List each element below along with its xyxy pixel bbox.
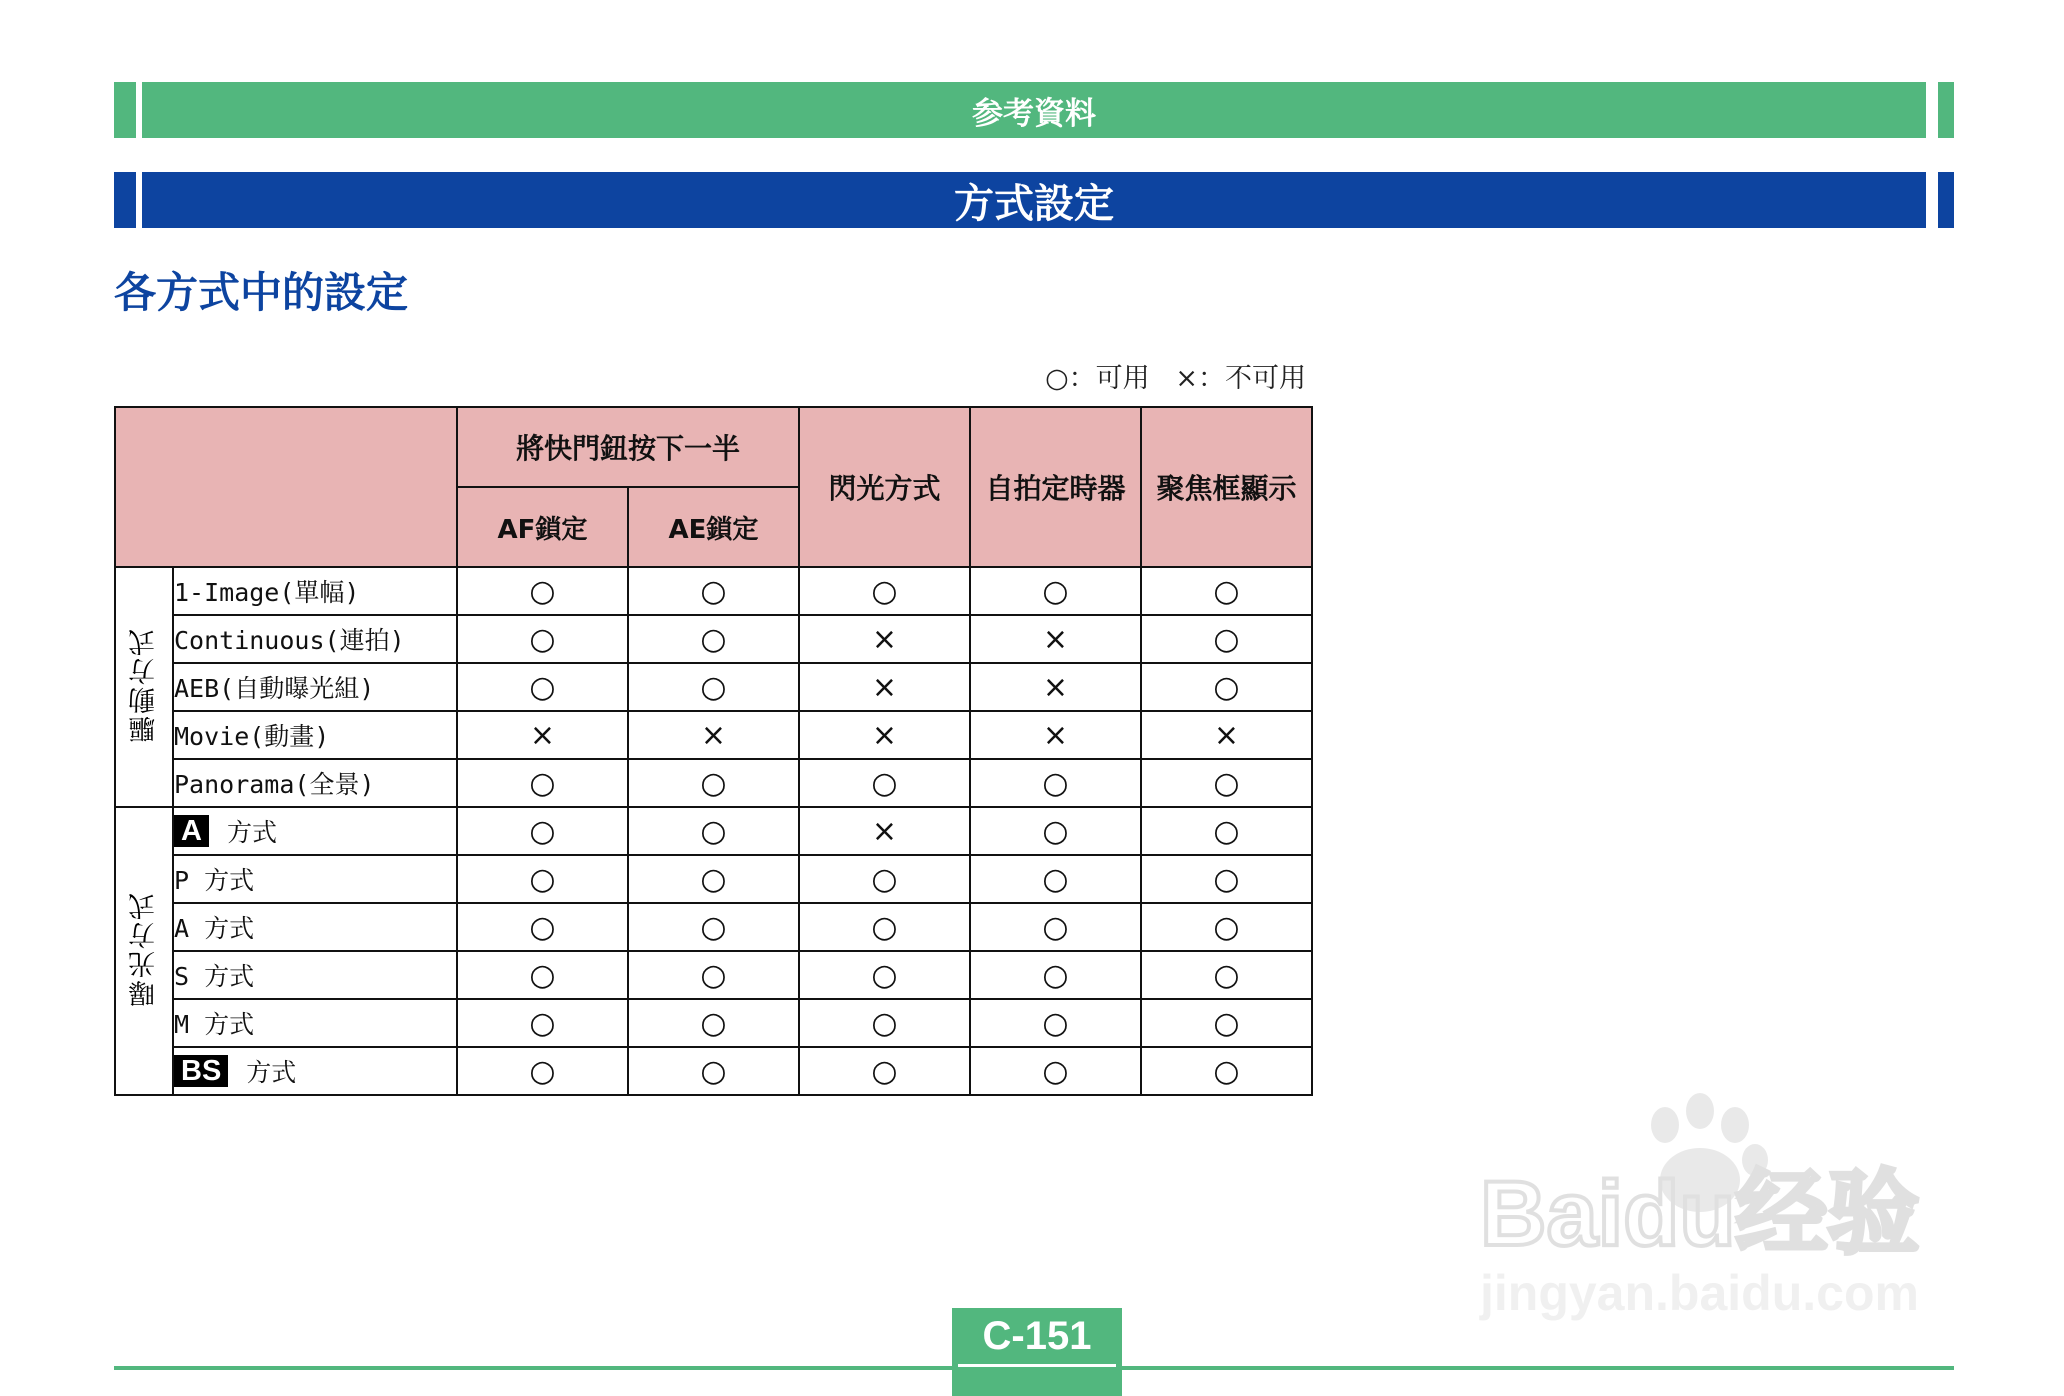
table-row <box>115 999 1312 1047</box>
page-number-box <box>952 1308 1122 1396</box>
cell-flash: × <box>799 711 970 759</box>
row-label-text: AEB(自動曝光組) <box>174 674 375 703</box>
cell-af-lock: ○ <box>457 807 628 855</box>
cell-focus-frame: ○ <box>1141 999 1312 1047</box>
cell-self-timer: ○ <box>970 807 1141 855</box>
cell-af-lock: ○ <box>457 951 628 999</box>
row-label <box>173 759 457 807</box>
cell-ae-lock: ○ <box>628 615 799 663</box>
row-label-text: 方式 <box>246 1058 297 1087</box>
header-focus-frame: 聚焦框顯示 <box>1141 407 1312 567</box>
header-af-lock: AF鎖定 <box>457 487 628 567</box>
cell-flash: ○ <box>799 759 970 807</box>
cell-ae-lock: ○ <box>628 807 799 855</box>
cell-flash: × <box>799 663 970 711</box>
row-label <box>173 615 457 663</box>
row-label-text: S 方式 <box>174 962 255 991</box>
cell-self-timer: × <box>970 711 1141 759</box>
page-box-gap <box>958 1364 1116 1367</box>
cell-ae-lock: ○ <box>628 999 799 1047</box>
header-self-timer: 自拍定時器 <box>970 407 1141 567</box>
header-ae-lock: AE鎖定 <box>628 487 799 567</box>
cell-flash: ○ <box>799 1047 970 1095</box>
watermark-brand: Baidu经验 <box>1480 1163 1920 1265</box>
cell-af-lock: ○ <box>457 759 628 807</box>
cell-ae-lock: ○ <box>628 567 799 615</box>
row-label-text: Continuous(連拍) <box>174 626 405 655</box>
header-corner <box>115 407 457 567</box>
cell-self-timer: ○ <box>970 567 1141 615</box>
cell-ae-lock: × <box>628 711 799 759</box>
cell-self-timer: × <box>970 615 1141 663</box>
cell-af-lock: ○ <box>457 663 628 711</box>
chapter-bar-left-cap <box>114 172 136 228</box>
table-row <box>115 567 1312 615</box>
cell-self-timer: ○ <box>970 1047 1141 1095</box>
row-group-text: 曝光方式 <box>128 891 160 1007</box>
cell-flash: ○ <box>799 951 970 999</box>
cell-focus-frame: ○ <box>1141 951 1312 999</box>
cell-af-lock: ○ <box>457 855 628 903</box>
section-title: 各方式中的設定 <box>114 268 409 317</box>
cell-af-lock: × <box>457 711 628 759</box>
row-label-text: A 方式 <box>174 914 255 943</box>
page-number: C-151 <box>982 1314 1092 1358</box>
mode-icon: A <box>174 815 209 847</box>
cell-focus-frame: ○ <box>1141 855 1312 903</box>
header-half-press: 將快門鈕按下一半 <box>457 407 799 487</box>
cell-focus-frame: ○ <box>1141 567 1312 615</box>
cell-flash: × <box>799 615 970 663</box>
row-group-text: 驅動方式 <box>128 627 160 743</box>
chapter-bar-right-cap <box>1938 172 1954 228</box>
table-row <box>115 615 1312 663</box>
header-flash: 閃光方式 <box>799 407 970 567</box>
table-row <box>115 759 1312 807</box>
row-label <box>173 663 457 711</box>
cell-self-timer: ○ <box>970 903 1141 951</box>
table-row <box>115 855 1312 903</box>
cell-self-timer: ○ <box>970 951 1141 999</box>
row-label <box>173 807 457 855</box>
mode-icon: BS <box>174 1055 228 1087</box>
chapter-title: 方式設定 <box>142 172 1926 228</box>
cell-af-lock: ○ <box>457 903 628 951</box>
header-bar-right-cap <box>1938 82 1954 138</box>
table-row <box>115 903 1312 951</box>
table-header <box>115 407 1312 567</box>
row-label-text: P 方式 <box>174 866 255 895</box>
cell-self-timer: × <box>970 663 1141 711</box>
row-label-text: M 方式 <box>174 1010 255 1039</box>
cell-focus-frame: × <box>1141 711 1312 759</box>
row-label <box>173 567 457 615</box>
cell-af-lock: ○ <box>457 567 628 615</box>
cell-flash: ○ <box>799 567 970 615</box>
category-header: 参考資料 <box>142 82 1926 138</box>
cell-focus-frame: ○ <box>1141 903 1312 951</box>
cell-flash: ○ <box>799 999 970 1047</box>
row-label <box>173 1047 457 1095</box>
cell-focus-frame: ○ <box>1141 615 1312 663</box>
row-label <box>173 951 457 999</box>
cell-flash: ○ <box>799 855 970 903</box>
table-row <box>115 711 1312 759</box>
cell-ae-lock: ○ <box>628 663 799 711</box>
chapter-header-bar <box>114 172 1954 228</box>
row-label-text: 方式 <box>226 818 277 847</box>
cell-flash: ○ <box>799 903 970 951</box>
cell-ae-lock: ○ <box>628 951 799 999</box>
baidu-watermark <box>1470 1085 1970 1325</box>
settings-table <box>114 406 1313 1096</box>
cell-self-timer: ○ <box>970 855 1141 903</box>
cell-af-lock: ○ <box>457 1047 628 1095</box>
table-body <box>115 567 1312 1095</box>
cell-self-timer: ○ <box>970 759 1141 807</box>
row-label <box>173 855 457 903</box>
cell-flash: × <box>799 807 970 855</box>
cell-af-lock: ○ <box>457 999 628 1047</box>
watermark-url: jingyan.baidu.com <box>1480 1265 1919 1321</box>
header-bar-left-cap <box>114 82 136 138</box>
row-label-text: Panorama(全景) <box>174 770 375 799</box>
table-row <box>115 807 1312 855</box>
row-label <box>173 999 457 1047</box>
cell-focus-frame: ○ <box>1141 1047 1312 1095</box>
cell-ae-lock: ○ <box>628 855 799 903</box>
cell-focus-frame: ○ <box>1141 759 1312 807</box>
cell-ae-lock: ○ <box>628 1047 799 1095</box>
cell-af-lock: ○ <box>457 615 628 663</box>
row-label-text: Movie(動畫) <box>174 722 330 751</box>
row-label-text: 1-Image(單幅) <box>174 578 360 607</box>
cell-focus-frame: ○ <box>1141 663 1312 711</box>
cell-ae-lock: ○ <box>628 903 799 951</box>
row-group-label <box>115 807 173 1095</box>
cell-self-timer: ○ <box>970 999 1141 1047</box>
row-label <box>173 903 457 951</box>
row-group-label <box>115 567 173 807</box>
row-label <box>173 711 457 759</box>
table-row <box>115 951 1312 999</box>
cell-focus-frame: ○ <box>1141 807 1312 855</box>
table-legend: ○：可用 ×：不可用 <box>1045 363 1306 394</box>
cell-ae-lock: ○ <box>628 759 799 807</box>
table-row <box>115 663 1312 711</box>
table-row <box>115 1047 1312 1095</box>
category-header-bar <box>114 82 1954 138</box>
